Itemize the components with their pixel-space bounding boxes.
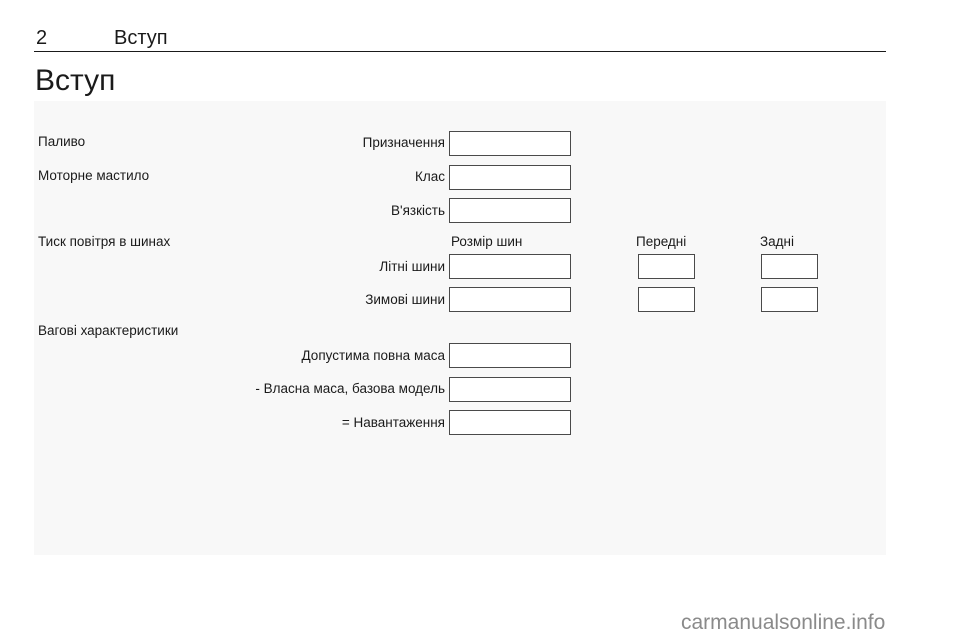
section-engine-oil: Моторне мастило — [38, 168, 150, 183]
watermark: carmanualsonline.info — [681, 611, 886, 634]
column-tyre-size: Розмір шин — [451, 234, 523, 249]
summer-front-pressure-field[interactable] — [638, 254, 695, 279]
oil-class-label: Клас — [415, 169, 445, 184]
summer-rear-pressure-field[interactable] — [761, 254, 818, 279]
column-front: Передні — [636, 234, 687, 249]
curb-weight-field[interactable] — [449, 377, 571, 402]
column-rear: Задні — [760, 234, 794, 249]
section-fuel: Паливо — [38, 134, 86, 149]
payload-field[interactable] — [449, 410, 571, 435]
winter-front-pressure-field[interactable] — [638, 287, 695, 312]
payload-label: = Навантаження — [341, 415, 445, 430]
winter-rear-pressure-field[interactable] — [761, 287, 818, 312]
summer-tyres-label: Літні шини — [379, 259, 445, 274]
gross-weight-label: Допустима повна маса — [301, 348, 445, 363]
fuel-purpose-label: Призначення — [362, 135, 445, 150]
oil-viscosity-field[interactable] — [449, 198, 571, 223]
running-title: Вступ — [114, 27, 168, 49]
section-weights: Вагові характеристики — [38, 323, 179, 338]
page-number: 2 — [36, 27, 48, 49]
curb-weight-label: - Власна маса, базова модель — [255, 381, 445, 396]
oil-class-field[interactable] — [449, 165, 571, 190]
section-tyre-pressure: Тиск повітря в шинах — [38, 234, 171, 249]
header-divider — [34, 51, 886, 52]
page-title: Вступ — [35, 64, 116, 97]
oil-viscosity-label: В'язкість — [391, 203, 445, 218]
winter-tyre-size-field[interactable] — [449, 287, 571, 312]
fuel-purpose-field[interactable] — [449, 131, 571, 156]
winter-tyres-label: Зимові шини — [365, 292, 445, 307]
summer-tyre-size-field[interactable] — [449, 254, 571, 279]
gross-weight-field[interactable] — [449, 343, 571, 368]
